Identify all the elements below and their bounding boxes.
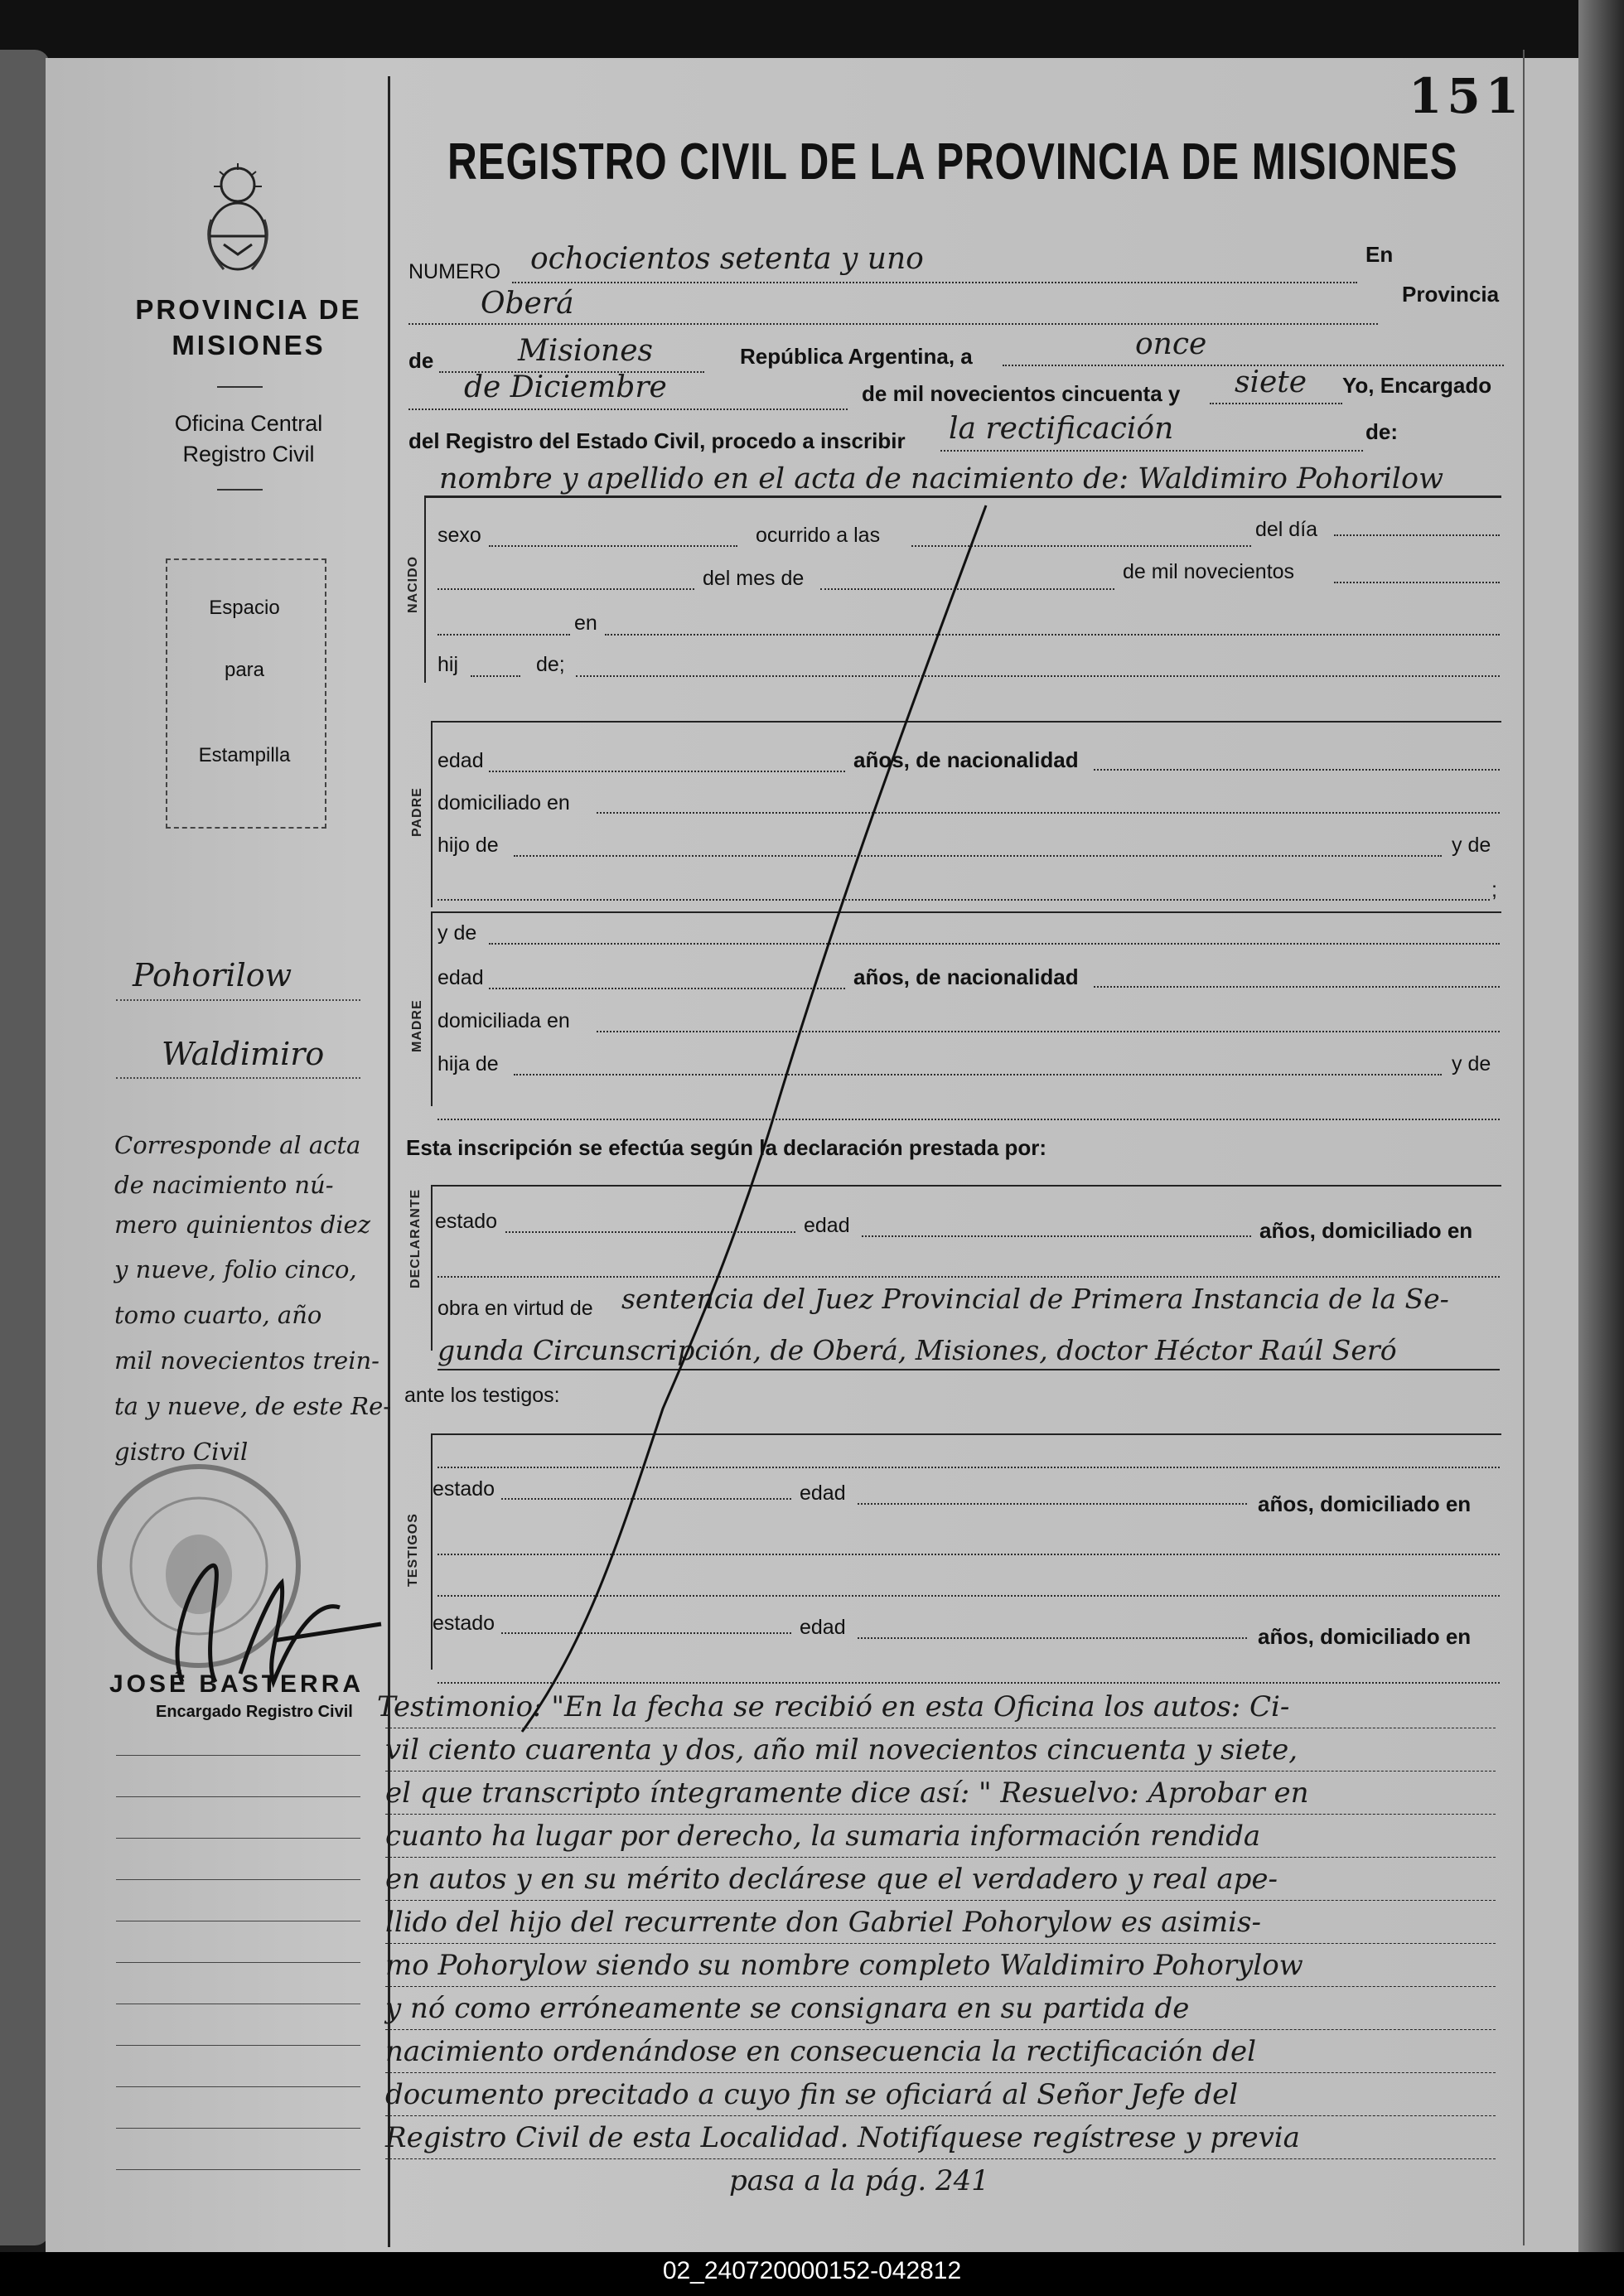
republica-label: República Argentina, a [740, 344, 973, 369]
stamp-box-text-1: Espacio [209, 597, 280, 619]
madre-domiciliada-label: domiciliada en [437, 1009, 570, 1032]
provincia-label: Provincia [1402, 282, 1500, 307]
declaracion-label: Esta inscripción se efectúa según la declaración prestada por: [406, 1135, 1047, 1160]
nacido-bracket [424, 495, 426, 683]
province-value: Misiones [518, 334, 654, 368]
book-right-edge [1578, 0, 1624, 2296]
margin-note-7: ta y nueve, de este Re- [114, 1392, 392, 1420]
testimonio-line-8: y nó como erróneamente se consignara en su partida de [385, 1992, 1190, 2025]
year-label: de mil novecientos cincuenta y [862, 381, 1181, 406]
testimonio-line-5: en autos y en su mérito declárese que el verdadero y real ape- [385, 1863, 1278, 1896]
coat-of-arms-icon [199, 162, 278, 278]
de2-label: de: [1365, 419, 1398, 444]
margin-surname: Pohorilow [133, 957, 292, 993]
margin-note-4: y nueve, folio cinco, [114, 1255, 357, 1283]
stamp-box-text-3: Estampilla [198, 744, 291, 766]
month-value: de Diciembre [464, 370, 667, 404]
declarante-bracket [431, 1185, 433, 1351]
hij-label: hij [437, 653, 459, 676]
declarante-anios-label: años, domiciliado en [1259, 1218, 1473, 1243]
margin-name: Waldimiro [162, 1036, 325, 1072]
testigo2-edad-label: edad [800, 1616, 846, 1639]
padre-hijo-de-label: hijo de [437, 834, 499, 857]
testimonio-line-9: nacimiento ordenándose en consecuencia la rectificación del [385, 2035, 1256, 2068]
madre-section-label: MADRE [410, 999, 424, 1052]
margin-note-6: mil novecientos trein- [114, 1346, 379, 1375]
obra-value-1: sentencia del Juez Provincial de Primera Instancia de la Se- [621, 1283, 1449, 1315]
signature-name: JOSÉ BASTERRA [109, 1670, 365, 1698]
page-title: REGISTRO CIVIL DE LA PROVINCIA DE MISIONES [447, 133, 1458, 191]
madre-y-de2-label: y de [1452, 1052, 1491, 1075]
declarante-estado-label: estado [435, 1210, 498, 1233]
testimonio-line-3: el que transcripto íntegramente dice así: " Resuelvo: Aprobar en [385, 1776, 1309, 1810]
padre-y-de-label: y de [1452, 834, 1491, 857]
signature-mark [149, 1549, 398, 1690]
testimonio-line-1: Testimonio: "En la fecha se recibió en esta Oficina los autos: Ci- [377, 1690, 1290, 1723]
divider [217, 386, 263, 388]
madre-hija-de-label: hija de [437, 1052, 499, 1075]
day-value: once [1135, 327, 1207, 361]
en-label: En [1365, 242, 1394, 267]
page-number: 151 [1409, 68, 1525, 124]
mil-novecientos-label: de mil novecientos [1123, 560, 1295, 583]
testimonio-line-4: cuanto ha lugar por derecho, la sumaria información rendida [385, 1820, 1261, 1853]
margin-note-3: mero quinientos diez [114, 1211, 371, 1239]
city-value: Oberá [481, 287, 574, 321]
padre-domiciliado-label: domiciliado en [437, 791, 570, 814]
numero-value: ochocientos setenta y uno [530, 242, 924, 276]
inscribir-value: la rectificación [949, 412, 1174, 446]
province-heading: PROVINCIA DE MISIONES [135, 294, 362, 360]
del-dia-label: del día [1255, 518, 1318, 541]
testimonio-line-2: vil ciento cuarenta y dos, año mil novecientos cincuenta y siete, [385, 1733, 1298, 1767]
cancellation-stroke [497, 497, 1011, 1740]
book-top-shadow [0, 0, 1624, 58]
divider [217, 489, 263, 491]
hij-de-label: de; [536, 653, 565, 676]
signature-role: Encargado Registro Civil [156, 1703, 353, 1721]
testigo2-estado-label: estado [433, 1612, 495, 1635]
year-value: siete [1235, 365, 1307, 399]
margin-note-2: de nacimiento nú- [114, 1171, 334, 1199]
margin-note-5: tomo cuarto, año [114, 1301, 322, 1329]
testigo1-estado-label: estado [433, 1477, 495, 1501]
right-border [1523, 50, 1525, 2245]
margin-note-1: Corresponde al acta [114, 1131, 361, 1159]
padre-semicolon: ; [1491, 878, 1497, 901]
nacido-section-label: NACIDO [406, 555, 420, 613]
testigo2-anios-label: años, domiciliado en [1258, 1624, 1472, 1649]
en-nacido-label: en [574, 611, 597, 635]
sexo-label: sexo [437, 524, 481, 547]
testimonio-line-10: documento precitado a cuyo fin se oficiará al Señor Jefe del [385, 2078, 1239, 2111]
padre-section-label: PADRE [410, 787, 424, 837]
continuation-note: pasa a la pág. 241 [729, 2164, 989, 2197]
testigos-section-label: TESTIGOS [406, 1513, 420, 1587]
declarante-section-label: DECLARANTE [408, 1188, 423, 1288]
obra-value-2: gunda Circunscripción, de Oberá, Misiones, doctor Héctor Raúl Seró [437, 1334, 1397, 1366]
madre-anios-label: años, de nacionalidad [853, 964, 1079, 989]
madre-y-de-label: y de [437, 921, 477, 945]
stamp-box-text-2: para [224, 659, 265, 681]
testimonio-line-6: llido del hijo del recurrente don Gabriel Pohorylow es asimis- [385, 1906, 1261, 1939]
padre-bracket [431, 721, 433, 907]
madre-bracket [431, 911, 433, 1106]
padre-edad-label: edad [437, 749, 484, 772]
office-line-2: Registro Civil [182, 442, 315, 466]
testigo1-edad-label: edad [800, 1482, 846, 1505]
madre-edad-label: edad [437, 966, 484, 989]
office-line-1: Oficina Central [174, 411, 323, 436]
de-label: de [408, 348, 434, 373]
testimonio-line-7: mo Pohorylow siendo su nombre completo Waldimiro Pohorylow [385, 1949, 1303, 1982]
registro-label: del Registro del Estado Civil, procedo a inscribir [408, 428, 906, 453]
testigos-label: ante los testigos: [404, 1384, 560, 1407]
numero-label: NUMERO [408, 260, 501, 283]
obra-label: obra en virtud de [437, 1297, 593, 1320]
margin-note-8: gistro Civil [114, 1438, 249, 1466]
del-mes-label: del mes de [703, 567, 805, 590]
yo-label: Yo, Encargado [1342, 373, 1492, 398]
ocurrido-label: ocurrido a las [756, 524, 881, 547]
testimonio-line-11: Registro Civil de esta Localidad. Notifíquese regístrese y previa [385, 2121, 1300, 2154]
testigo1-anios-label: años, domiciliado en [1258, 1491, 1472, 1516]
declarante-edad-label: edad [804, 1214, 850, 1237]
image-id-label: 02_240720000152-042812 [662, 2257, 962, 2284]
book-left-edge [0, 50, 50, 2245]
subject-value: nombre y apellido en el acta de nacimiento de: Waldimiro Pohorilow [439, 462, 1444, 495]
padre-anios-label: años, de nacionalidad [853, 747, 1079, 772]
